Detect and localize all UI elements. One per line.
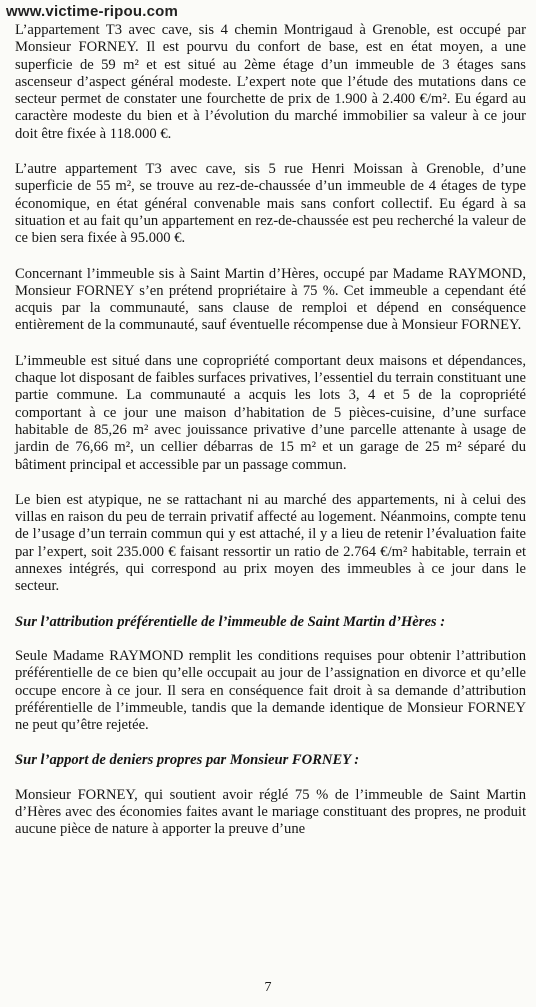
paragraph-saint-martin-ownership: Concernant l’immeuble sis à Saint Martin d’Hères, occupé par Madame RAYMOND, Monsieur FORNEY s’en prétend propriétaire à 75 %. Cet immeuble a cependant été acquis par la communauté, sans clause de remploi et dépend en conséquence entièrement de la communauté, sauf éventuelle récompense due à Monsieur FORNEY. xyxy=(15,265,526,334)
paragraph-apartment-montrigaud: L’appartement T3 avec cave, sis 4 chemin Montrigaud à Grenoble, est occupé par Monsieur FORNEY. Il est pourvu du confort de base, est en état moyen, a une superficie de 59 m² et est situé au 2ème étage d’un immeuble de 3 étages sans ascenseur d’aspect général modeste. L’expert note que l’étude des mutations dans ce secteur permet de constater une fourchette de prix de 1.900 à 2.400 €/m². Eu égard au caractère modeste du bien et à l’évolution du marché immobilier sa valeur à ce jour doit être fixée à 118.000 €. xyxy=(15,22,526,142)
paragraph-own-funds: Monsieur FORNEY, qui soutient avoir réglé 75 % de l’immeuble de Saint Martin d’Hères avec des économies faites avant le mariage constituant des propres, ne produit aucune pièce de nature à apporter la preuve d’une xyxy=(15,786,526,838)
document-page xyxy=(15,22,526,839)
page-number: 7 xyxy=(264,980,272,995)
paragraph-apartment-moissan: L’autre appartement T3 avec cave, sis 5 rue Henri Moissan à Grenoble, d’une superficie de 55 m², se trouve au rez-de-chaussée d’un immeuble de 4 étages de type économique, en état général convenable mais sans confort collectif. Eu égard à sa situation et au fait qu’un appartement en rez-de-chaussée est peu recherché la valeur de ce bien sera fixée à 95.000 €. xyxy=(15,161,526,247)
site-watermark: www.victime-ripou.com xyxy=(6,3,179,20)
section-heading-own-funds: Sur l’apport de deniers propres par Monsieur FORNEY : xyxy=(15,752,360,769)
paragraph-attribution: Seule Madame RAYMOND remplit les conditions requises pour obtenir l’attribution préférentielle de ce bien qu’elle occupait au jour de l’assignation en divorce et qu’elle occupe encore à ce jour. Il sera en conséquence fait droit à sa demande d’attribution préférentielle de l’immeuble, tandis que la demande identique de Monsieur FORNEY ne peut qu’être rejetée. xyxy=(15,647,526,734)
paragraph-coproperty-description: L’immeuble est situé dans une copropriété comportant deux maisons et dépendances, chaque lot disposant de faibles surfaces privatives, l’essentiel du terrain constituant une partie commune. La communauté a acquis les lots 3, 4 et 5 de la copropriété comportant à ce jour une maison d’habitation de 5 pièces-cuisine, d’une surface habitable de 85,26 m² avec jouissance privative d’une parcelle attenante à usage de jardin de 76,66 m², un cellier débarras de 15 m² et un garage de 25 m² séparé du bâtiment principal et accessible par un passage commun. xyxy=(15,352,526,473)
paragraph-valuation: Le bien est atypique, ne se rattachant ni au marché des appartements, ni à celui des villas en raison du peu de terrain privatif affecté au logement. Néanmoins, compte tenu de l’usage d’un terrain commun qui y est attaché, il y a lieu de retenir l’évaluation faite par l’expert, soit 235.000 € faisant ressortir un ratio de 2.764 €/m² habitable, terrain et annexes intégrés, qui correspond au prix moyen des immeubles à ce jour dans le secteur. xyxy=(15,491,526,595)
section-heading-attribution: Sur l’attribution préférentielle de l’immeuble de Saint Martin d’Hères : xyxy=(15,613,446,630)
